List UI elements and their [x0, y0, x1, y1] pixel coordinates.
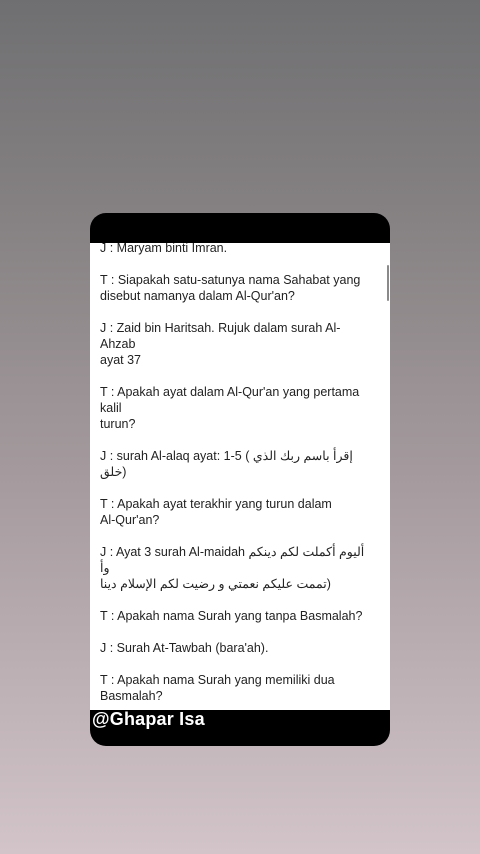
text-line: J : Ayat 3 surah Al-maidah أليوم أكملت لكم دينكم وأ: [100, 545, 365, 575]
text-line: J : surah Al-alaq ayat: 1-5 ( إقرأ باسم ربك الذي خلق): [100, 449, 353, 479]
text-line: ayat 37: [100, 353, 142, 367]
text-screenshot: [90, 243, 390, 710]
author-watermark: [90, 709, 390, 730]
story-card: [90, 213, 390, 746]
qa-text: [100, 243, 374, 710]
text-line: T : Apakah ayat dalam Al-Qur'an yang pertama kalil: [100, 385, 360, 415]
text-line: turun?: [100, 417, 136, 431]
text-line: T : Apakah ayat terakhir yang turun dalam: [100, 497, 332, 511]
text-line: J : Maryam binti Imran.: [100, 243, 228, 255]
text-line: T : Siapakah satu-satunya nama Sahabat yang: [100, 273, 361, 287]
text-line: T : Apakah nama Surah yang memiliki dua: [100, 673, 335, 687]
text-line: J : Surah At-Tawbah (bara'ah).: [100, 641, 269, 655]
text-line: T : Apakah nama Surah yang tanpa Basmalah?: [100, 609, 363, 623]
text-line: disebut namanya dalam Al-Qur'an?: [100, 289, 295, 303]
text-line: J : Zaid bin Haritsah. Rujuk dalam surah Al-Ahzab: [100, 321, 341, 351]
text-line: Al-Qur'an?: [100, 513, 160, 527]
scrollbar[interactable]: [387, 265, 389, 301]
text-line: Basmalah?: [100, 689, 163, 703]
text-line: (تممت عليكم نعمتي و رضيت لكم الإسلام دينا: [100, 577, 331, 591]
watermark-text: @Ghapar Isa: [92, 709, 205, 729]
